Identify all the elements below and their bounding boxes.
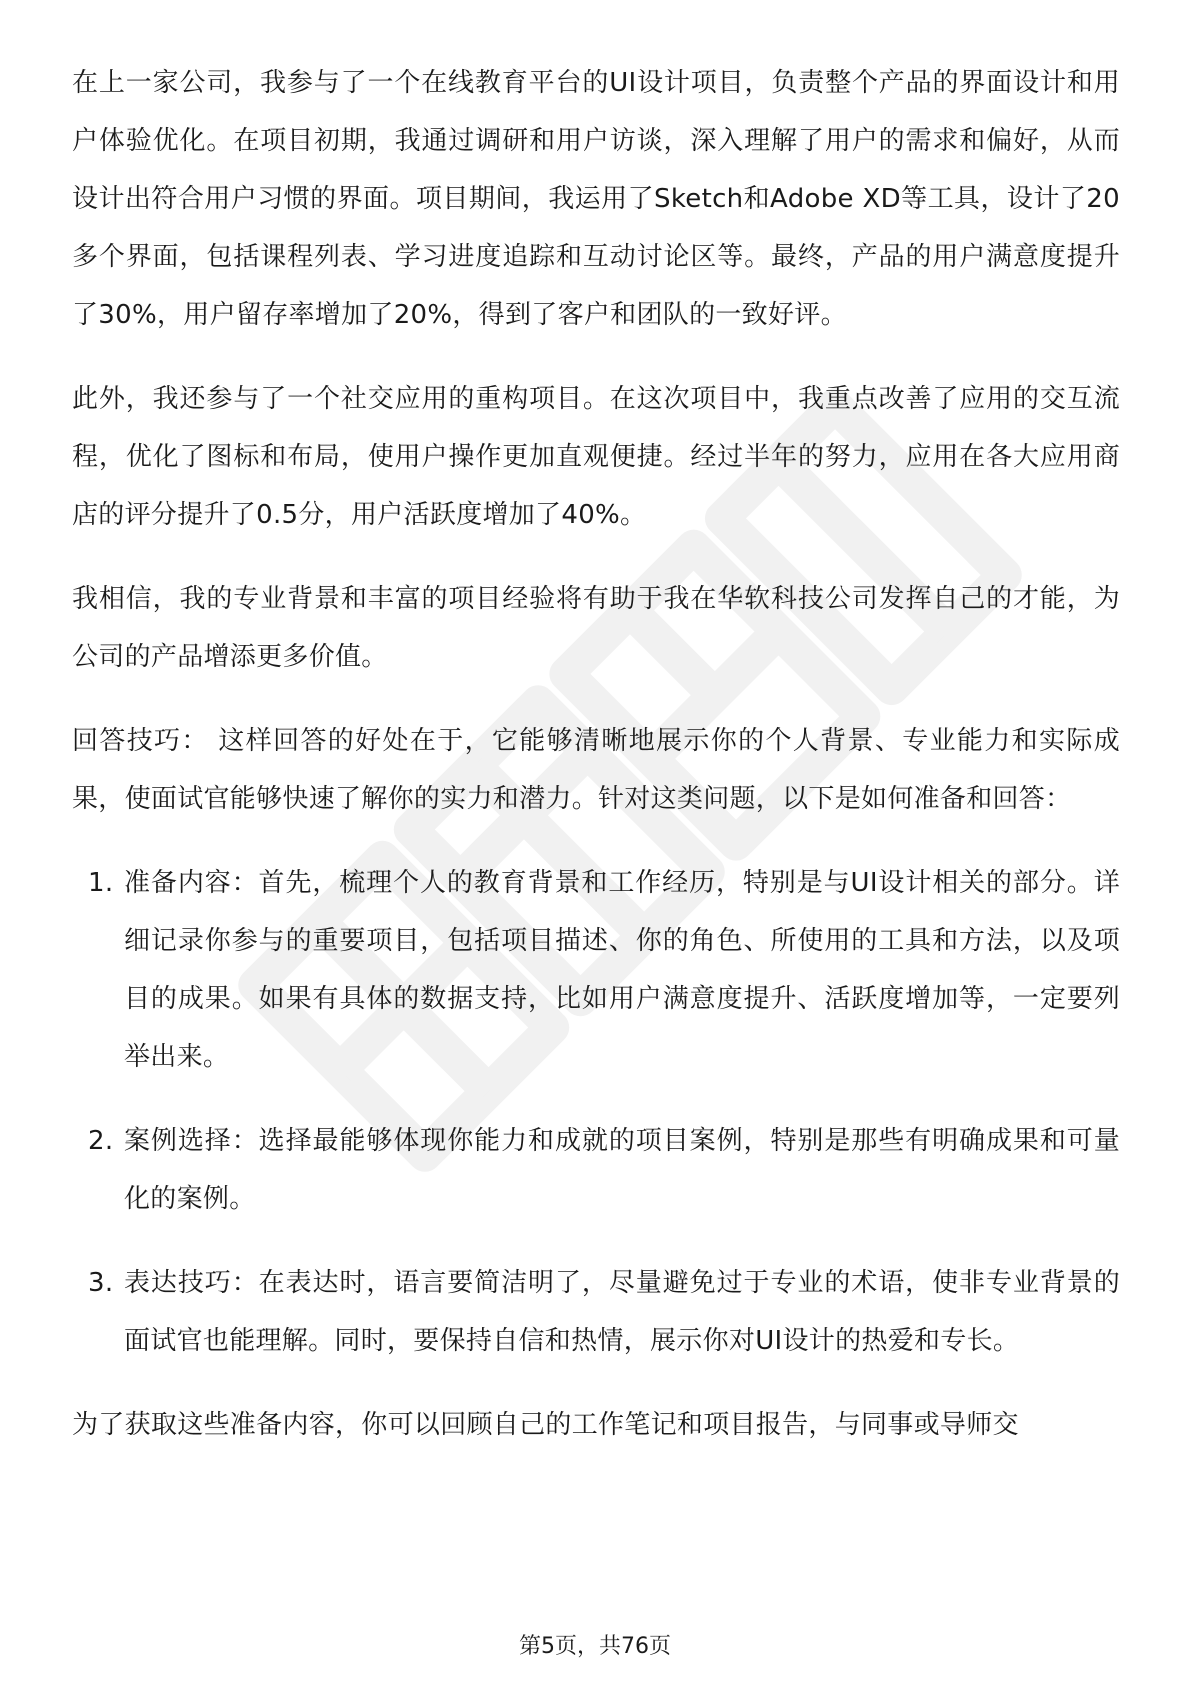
tips-list bbox=[72, 854, 1120, 1370]
list-item bbox=[72, 854, 1120, 1086]
paragraph-conclusion: 我相信，我的专业背景和丰富的项目经验将有助于我在华软科技公司发挥自己的才能，为公司的产品增添更多价值。 bbox=[72, 584, 1120, 672]
list-item bbox=[72, 1112, 1120, 1228]
document-body bbox=[72, 54, 1120, 1480]
list-item bbox=[72, 1254, 1120, 1370]
paragraph-previous-company: 在上一家公司，我参与了一个在线教育平台的UI设计项目，负责整个产品的界面设计和用户体验优化。在项目初期，我通过调研和用户访谈，深入理解了用户的需求和偏好，从而设计出符合用户习惯的界面。项目期间，我运用了Sketch和Adobe XD等工具，设计了20多个界面，包括课程列表、学习进度追踪和互动讨论区等。最终，产品的用户满意度提升了30%，用户留存率增加了20%，得到了客户和团队的一致好评。 bbox=[72, 68, 1120, 330]
page-footer: 第5页，共76页 bbox=[519, 1634, 671, 1659]
list-item-number: 2. bbox=[88, 1126, 114, 1156]
list-item-text: 案例选择：选择最能够体现你能力和成就的项目案例，特别是那些有明确成果和可量化的案例。 bbox=[124, 1126, 1120, 1214]
list-item-number: 3. bbox=[88, 1268, 114, 1298]
list-item-number: 1. bbox=[88, 868, 114, 898]
list-item-text: 表达技巧：在表达时，语言要简洁明了，尽量避免过于专业的术语，使非专业背景的面试官也能理解。同时，要保持自信和热情，展示你对UI设计的热爱和专长。 bbox=[124, 1268, 1120, 1356]
paragraph-bottom: 为了获取这些准备内容，你可以回顾自己的工作笔记和项目报告，与同事或导师交 bbox=[72, 1410, 1019, 1440]
list-item-text: 准备内容：首先，梳理个人的教育背景和工作经历，特别是与UI设计相关的部分。详细记录你参与的重要项目，包括项目描述、你的角色、所使用的工具和方法，以及项目的成果。如果有具体的数据支持，比如用户满意度提升、活跃度增加等，一定要列举出来。 bbox=[124, 868, 1120, 1072]
paragraph-answer-tips: 回答技巧： 这样回答的好处在于，它能够清晰地展示你的个人背景、专业能力和实际成果，使面试官能够快速了解你的实力和潜力。针对这类问题，以下是如何准备和回答： bbox=[72, 726, 1120, 814]
paragraph-social-app-project: 此外，我还参与了一个社交应用的重构项目。在这次项目中，我重点改善了应用的交互流程，优化了图标和布局，使用户操作更加直观便捷。经过半年的努力，应用在各大应用商店的评分提升了0.5分，用户活跃度增加了40%。 bbox=[72, 384, 1120, 530]
